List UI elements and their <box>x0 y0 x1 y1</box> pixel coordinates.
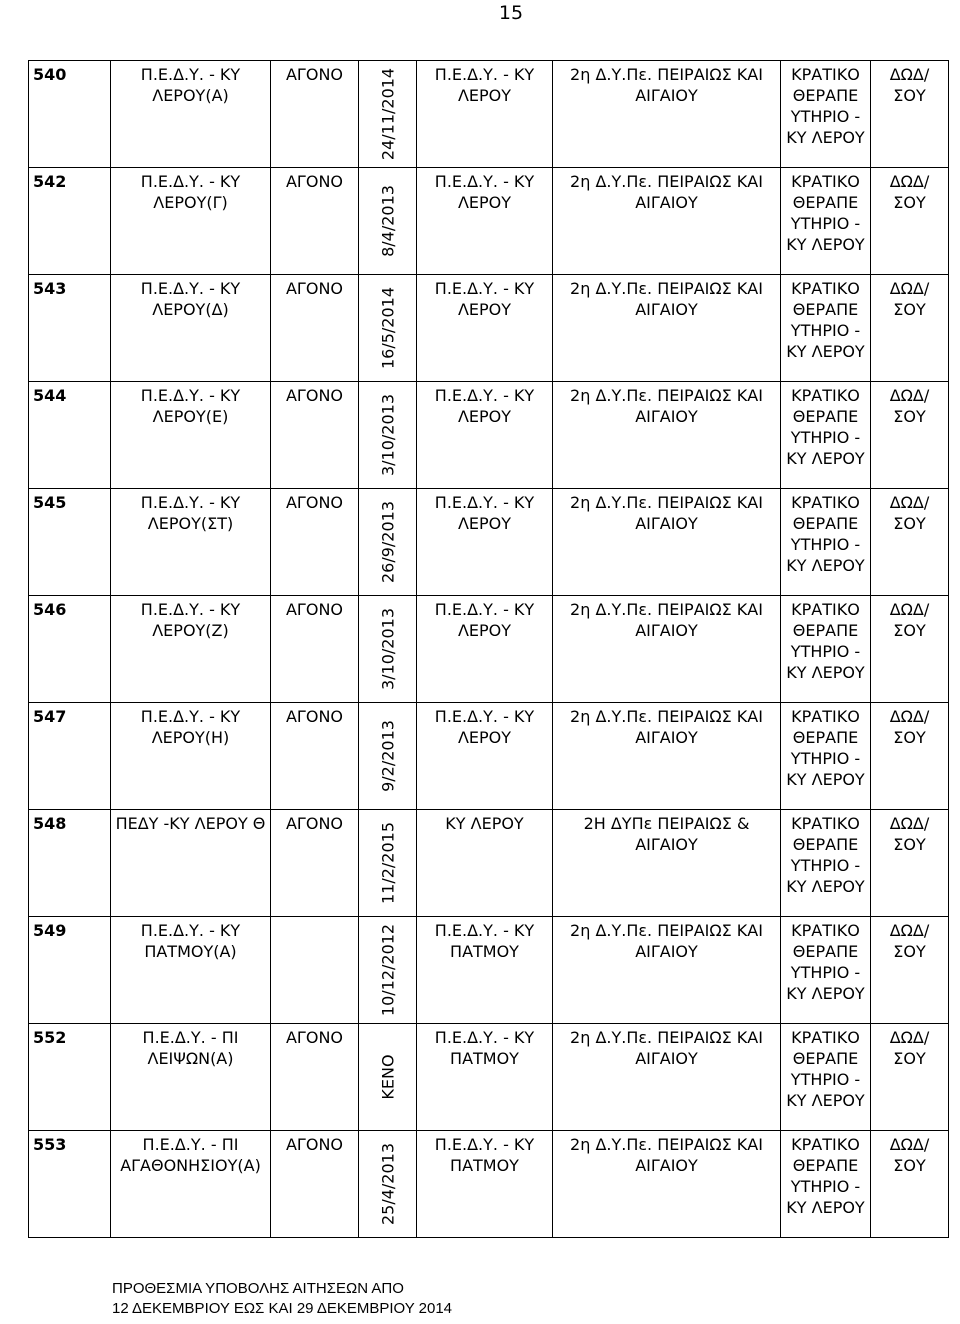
row-number: 543 <box>33 279 67 298</box>
hospital-name: ΚΡΑΤΙΚΟ ΘΕΡΑΠΕ ΥΤΗΡΙΟ - ΚΥ ΛΕΡΟΥ <box>786 172 865 254</box>
position-name: ΠΕΔΥ -ΚΥ ΛΕΡΟΥ Θ <box>115 814 266 833</box>
row-number-cell <box>29 596 111 703</box>
table-row <box>29 382 949 489</box>
position-name-cell <box>111 810 271 917</box>
health-region: 2Η ΔΥΠε ΠΕΙΡΑΙΩΣ & ΑΙΓΑΙΟΥ <box>583 814 750 854</box>
hospital-name: ΚΡΑΤΙΚΟ ΘΕΡΑΠΕ ΥΤΗΡΙΟ - ΚΥ ΛΕΡΟΥ <box>786 279 865 361</box>
prefecture: ΔΩΔ/ΣΟΥ <box>889 814 930 854</box>
service-unit-cell <box>417 596 553 703</box>
position-type-cell <box>271 1024 359 1131</box>
table-row <box>29 596 949 703</box>
health-region-cell <box>553 917 781 1024</box>
health-region: 2η Δ.Υ.Πε. ΠΕΙΡΑΙΩΣ ΚΑΙ ΑΙΓΑΙΟΥ <box>570 1135 763 1175</box>
vacancy-date-cell <box>359 489 417 596</box>
position-type-cell <box>271 596 359 703</box>
row-number: 546 <box>33 600 67 619</box>
prefecture-cell <box>871 1131 949 1238</box>
health-region: 2η Δ.Υ.Πε. ΠΕΙΡΑΙΩΣ ΚΑΙ ΑΙΓΑΙΟΥ <box>570 707 763 747</box>
row-number: 547 <box>33 707 67 726</box>
row-number: 544 <box>33 386 67 405</box>
position-type: ΑΓΟΝΟ <box>285 65 343 84</box>
prefecture: ΔΩΔ/ΣΟΥ <box>889 1028 930 1068</box>
hospital-name: ΚΡΑΤΙΚΟ ΘΕΡΑΠΕ ΥΤΗΡΙΟ - ΚΥ ΛΕΡΟΥ <box>786 921 865 1003</box>
position-type-cell <box>271 61 359 168</box>
vacancy-date: 16/5/2014 <box>378 286 397 370</box>
health-region: 2η Δ.Υ.Πε. ΠΕΙΡΑΙΩΣ ΚΑΙ ΑΙΓΑΙΟΥ <box>570 279 763 319</box>
page-number: 15 <box>498 2 524 24</box>
hospital-name-cell <box>781 275 871 382</box>
vacancy-date-cell <box>359 61 417 168</box>
position-name-cell <box>111 168 271 275</box>
table-row <box>29 489 949 596</box>
health-region-cell <box>553 1131 781 1238</box>
vacancy-date-cell <box>359 382 417 489</box>
position-name-cell <box>111 1131 271 1238</box>
health-region-cell <box>553 703 781 810</box>
health-region-cell <box>553 810 781 917</box>
position-type-cell <box>271 382 359 489</box>
row-number-cell <box>29 703 111 810</box>
hospital-name: ΚΡΑΤΙΚΟ ΘΕΡΑΠΕ ΥΤΗΡΙΟ - ΚΥ ΛΕΡΟΥ <box>786 1028 865 1110</box>
position-name-cell <box>111 61 271 168</box>
table-row <box>29 1131 949 1238</box>
position-type-cell <box>271 489 359 596</box>
hospital-name: ΚΡΑΤΙΚΟ ΘΕΡΑΠΕ ΥΤΗΡΙΟ - ΚΥ ΛΕΡΟΥ <box>786 1135 865 1217</box>
footer <box>112 1279 452 1319</box>
hospital-name: ΚΡΑΤΙΚΟ ΘΕΡΑΠΕ ΥΤΗΡΙΟ - ΚΥ ΛΕΡΟΥ <box>786 493 865 575</box>
prefecture-cell <box>871 275 949 382</box>
position-name: Π.Ε.Δ.Υ. - ΚΥ ΛΕΡΟΥ(Α) <box>140 65 241 105</box>
service-unit-cell <box>417 917 553 1024</box>
health-region-cell <box>553 275 781 382</box>
service-unit-cell <box>417 1131 553 1238</box>
health-region: 2η Δ.Υ.Πε. ΠΕΙΡΑΙΩΣ ΚΑΙ ΑΙΓΑΙΟΥ <box>570 921 763 961</box>
row-number: 552 <box>33 1028 67 1047</box>
service-unit: Π.Ε.Δ.Υ. - ΚΥ ΠΑΤΜΟΥ <box>434 1135 535 1175</box>
vacancy-date-cell <box>359 703 417 810</box>
service-unit-cell <box>417 275 553 382</box>
service-unit-cell <box>417 382 553 489</box>
health-region: 2η Δ.Υ.Πε. ΠΕΙΡΑΙΩΣ ΚΑΙ ΑΙΓΑΙΟΥ <box>570 600 763 640</box>
health-region: 2η Δ.Υ.Πε. ΠΕΙΡΑΙΩΣ ΚΑΙ ΑΙΓΑΙΟΥ <box>570 65 763 105</box>
vacancy-date: 24/11/2014 <box>378 67 397 161</box>
vacancy-date: 3/10/2013 <box>378 607 397 691</box>
prefecture-cell <box>871 810 949 917</box>
prefecture-cell <box>871 596 949 703</box>
row-number: 540 <box>33 65 67 84</box>
service-unit: Π.Ε.Δ.Υ. - ΚΥ ΛΕΡΟΥ <box>434 279 535 319</box>
row-number-cell <box>29 275 111 382</box>
service-unit: Π.Ε.Δ.Υ. - ΚΥ ΠΑΤΜΟΥ <box>434 921 535 961</box>
vacancy-date: ΚΕΝΟ <box>378 1054 397 1100</box>
vacancy-date-cell <box>359 596 417 703</box>
position-name-cell <box>111 596 271 703</box>
prefecture: ΔΩΔ/ΣΟΥ <box>889 707 930 747</box>
vacancy-date: 26/9/2013 <box>378 500 397 584</box>
position-name-cell <box>111 275 271 382</box>
vacancy-date-cell <box>359 1131 417 1238</box>
position-name-cell <box>111 1024 271 1131</box>
position-type: ΑΓΟΝΟ <box>285 814 343 833</box>
row-number: 545 <box>33 493 67 512</box>
position-name: Π.Ε.Δ.Υ. - ΚΥ ΠΑΤΜΟΥ(Α) <box>140 921 241 961</box>
prefecture: ΔΩΔ/ΣΟΥ <box>889 279 930 319</box>
service-unit-cell <box>417 1024 553 1131</box>
service-unit-cell <box>417 810 553 917</box>
position-type-cell <box>271 703 359 810</box>
hospital-name-cell <box>781 596 871 703</box>
hospital-name-cell <box>781 382 871 489</box>
service-unit-cell <box>417 61 553 168</box>
hospital-name: ΚΡΑΤΙΚΟ ΘΕΡΑΠΕ ΥΤΗΡΙΟ - ΚΥ ΛΕΡΟΥ <box>786 65 865 147</box>
vacancy-date-cell <box>359 1024 417 1131</box>
hospital-name-cell <box>781 703 871 810</box>
vacancy-date: 25/4/2013 <box>378 1142 397 1226</box>
prefecture: ΔΩΔ/ΣΟΥ <box>889 172 930 212</box>
position-type-cell <box>271 275 359 382</box>
position-name: Π.Ε.Δ.Υ. - ΚΥ ΛΕΡΟΥ(Δ) <box>140 279 241 319</box>
position-name-cell <box>111 917 271 1024</box>
position-type-cell <box>271 810 359 917</box>
service-unit: ΚΥ ΛΕΡΟΥ <box>445 814 524 833</box>
hospital-name: ΚΡΑΤΙΚΟ ΘΕΡΑΠΕ ΥΤΗΡΙΟ - ΚΥ ΛΕΡΟΥ <box>786 600 865 682</box>
vacancy-date: 9/2/2013 <box>378 720 397 792</box>
health-region-cell <box>553 61 781 168</box>
row-number: 542 <box>33 172 67 191</box>
position-type-cell <box>271 917 359 1024</box>
health-region: 2η Δ.Υ.Πε. ΠΕΙΡΑΙΩΣ ΚΑΙ ΑΙΓΑΙΟΥ <box>570 172 763 212</box>
service-unit: Π.Ε.Δ.Υ. - ΚΥ ΠΑΤΜΟΥ <box>434 1028 535 1068</box>
prefecture: ΔΩΔ/ΣΟΥ <box>889 493 930 533</box>
service-unit-cell <box>417 703 553 810</box>
position-type: ΑΓΟΝΟ <box>285 493 343 512</box>
footer-deadline-line1: ΠΡΟΘΕΣΜΙΑ ΥΠΟΒΟΛΗΣ ΑΙΤΗΣΕΩΝ ΑΠΟ <box>112 1280 404 1297</box>
hospital-name-cell <box>781 917 871 1024</box>
prefecture: ΔΩΔ/ΣΟΥ <box>889 1135 930 1175</box>
position-name: Π.Ε.Δ.Υ. - ΚΥ ΛΕΡΟΥ(Ζ) <box>140 600 241 640</box>
service-unit: Π.Ε.Δ.Υ. - ΚΥ ΛΕΡΟΥ <box>434 65 535 105</box>
prefecture-cell <box>871 703 949 810</box>
row-number: 553 <box>33 1135 67 1154</box>
vacancy-date-cell <box>359 275 417 382</box>
health-region-cell <box>553 382 781 489</box>
position-type: ΑΓΟΝΟ <box>285 707 343 726</box>
vacancy-date: 8/4/2013 <box>378 185 397 257</box>
table-row <box>29 61 949 168</box>
position-name: Π.Ε.Δ.Υ. - ΚΥ ΛΕΡΟΥ(Η) <box>140 707 241 747</box>
table-row <box>29 703 949 810</box>
table-row <box>29 1024 949 1131</box>
prefecture-cell <box>871 489 949 596</box>
position-type: ΑΓΟΝΟ <box>285 279 343 298</box>
position-name-cell <box>111 382 271 489</box>
position-name: Π.Ε.Δ.Υ. - ΚΥ ΛΕΡΟΥ(Γ) <box>140 172 241 212</box>
row-number: 549 <box>33 921 67 940</box>
hospital-name-cell <box>781 61 871 168</box>
health-region: 2η Δ.Υ.Πε. ΠΕΙΡΑΙΩΣ ΚΑΙ ΑΙΓΑΙΟΥ <box>570 1028 763 1068</box>
health-region-cell <box>553 168 781 275</box>
table-row <box>29 810 949 917</box>
service-unit: Π.Ε.Δ.Υ. - ΚΥ ΛΕΡΟΥ <box>434 172 535 212</box>
service-unit-cell <box>417 489 553 596</box>
hospital-name: ΚΡΑΤΙΚΟ ΘΕΡΑΠΕ ΥΤΗΡΙΟ - ΚΥ ΛΕΡΟΥ <box>786 707 865 789</box>
positions-table <box>28 60 949 1238</box>
hospital-name-cell <box>781 1024 871 1131</box>
prefecture-cell <box>871 168 949 275</box>
prefecture: ΔΩΔ/ΣΟΥ <box>889 65 930 105</box>
position-name: Π.Ε.Δ.Υ. - ΚΥ ΛΕΡΟΥ(Ε) <box>140 386 241 426</box>
row-number-cell <box>29 1024 111 1131</box>
prefecture: ΔΩΔ/ΣΟΥ <box>889 600 930 640</box>
health-region-cell <box>553 596 781 703</box>
table-row <box>29 168 949 275</box>
hospital-name: ΚΡΑΤΙΚΟ ΘΕΡΑΠΕ ΥΤΗΡΙΟ - ΚΥ ΛΕΡΟΥ <box>786 814 865 896</box>
service-unit: Π.Ε.Δ.Υ. - ΚΥ ΛΕΡΟΥ <box>434 600 535 640</box>
hospital-name: ΚΡΑΤΙΚΟ ΘΕΡΑΠΕ ΥΤΗΡΙΟ - ΚΥ ΛΕΡΟΥ <box>786 386 865 468</box>
prefecture-cell <box>871 1024 949 1131</box>
position-name: Π.Ε.Δ.Υ. - ΚΥ ΛΕΡΟΥ(ΣΤ) <box>140 493 241 533</box>
table-body <box>29 61 949 1238</box>
health-region: 2η Δ.Υ.Πε. ΠΕΙΡΑΙΩΣ ΚΑΙ ΑΙΓΑΙΟΥ <box>570 386 763 426</box>
health-region: 2η Δ.Υ.Πε. ΠΕΙΡΑΙΩΣ ΚΑΙ ΑΙΓΑΙΟΥ <box>570 493 763 533</box>
row-number-cell <box>29 1131 111 1238</box>
row-number-cell <box>29 382 111 489</box>
position-type: ΑΓΟΝΟ <box>285 1135 343 1154</box>
position-type: ΑΓΟΝΟ <box>285 172 343 191</box>
service-unit: Π.Ε.Δ.Υ. - ΚΥ ΛΕΡΟΥ <box>434 707 535 747</box>
service-unit: Π.Ε.Δ.Υ. - ΚΥ ΛΕΡΟΥ <box>434 493 535 533</box>
prefecture: ΔΩΔ/ΣΟΥ <box>889 921 930 961</box>
position-name-cell <box>111 489 271 596</box>
prefecture-cell <box>871 917 949 1024</box>
prefecture-cell <box>871 61 949 168</box>
row-number-cell <box>29 168 111 275</box>
vacancy-date-cell <box>359 168 417 275</box>
position-name: Π.Ε.Δ.Υ. - ΠΙ ΛΕΙΨΩΝ(Α) <box>142 1028 239 1068</box>
vacancy-date-cell <box>359 810 417 917</box>
prefecture: ΔΩΔ/ΣΟΥ <box>889 386 930 426</box>
position-name: Π.Ε.Δ.Υ. - ΠΙ ΑΓΑΘΟΝΗΣΙΟΥ(Α) <box>120 1135 261 1175</box>
table-row <box>29 275 949 382</box>
service-unit: Π.Ε.Δ.Υ. - ΚΥ ΛΕΡΟΥ <box>434 386 535 426</box>
vacancy-date: 11/2/2015 <box>378 821 397 905</box>
hospital-name-cell <box>781 1131 871 1238</box>
position-type-cell <box>271 1131 359 1238</box>
position-type-cell <box>271 168 359 275</box>
row-number: 548 <box>33 814 67 833</box>
position-type: ΑΓΟΝΟ <box>285 386 343 405</box>
health-region-cell <box>553 489 781 596</box>
position-type: ΑΓΟΝΟ <box>285 600 343 619</box>
footer-deadline-line2: 12 ΔΕΚΕΜΒΡΙΟΥ ΕΩΣ ΚΑΙ 29 ΔΕΚΕΜΒΡΙΟΥ 2014 <box>112 1300 453 1317</box>
prefecture-cell <box>871 382 949 489</box>
hospital-name-cell <box>781 489 871 596</box>
position-name-cell <box>111 703 271 810</box>
hospital-name-cell <box>781 168 871 275</box>
health-region-cell <box>553 1024 781 1131</box>
row-number-cell <box>29 810 111 917</box>
row-number-cell <box>29 917 111 1024</box>
vacancy-date: 3/10/2013 <box>378 393 397 477</box>
table-row <box>29 917 949 1024</box>
hospital-name-cell <box>781 810 871 917</box>
row-number-cell <box>29 61 111 168</box>
vacancy-date: 10/12/2012 <box>378 923 397 1017</box>
row-number-cell <box>29 489 111 596</box>
service-unit-cell <box>417 168 553 275</box>
vacancy-date-cell <box>359 917 417 1024</box>
position-type: ΑΓΟΝΟ <box>285 1028 343 1047</box>
